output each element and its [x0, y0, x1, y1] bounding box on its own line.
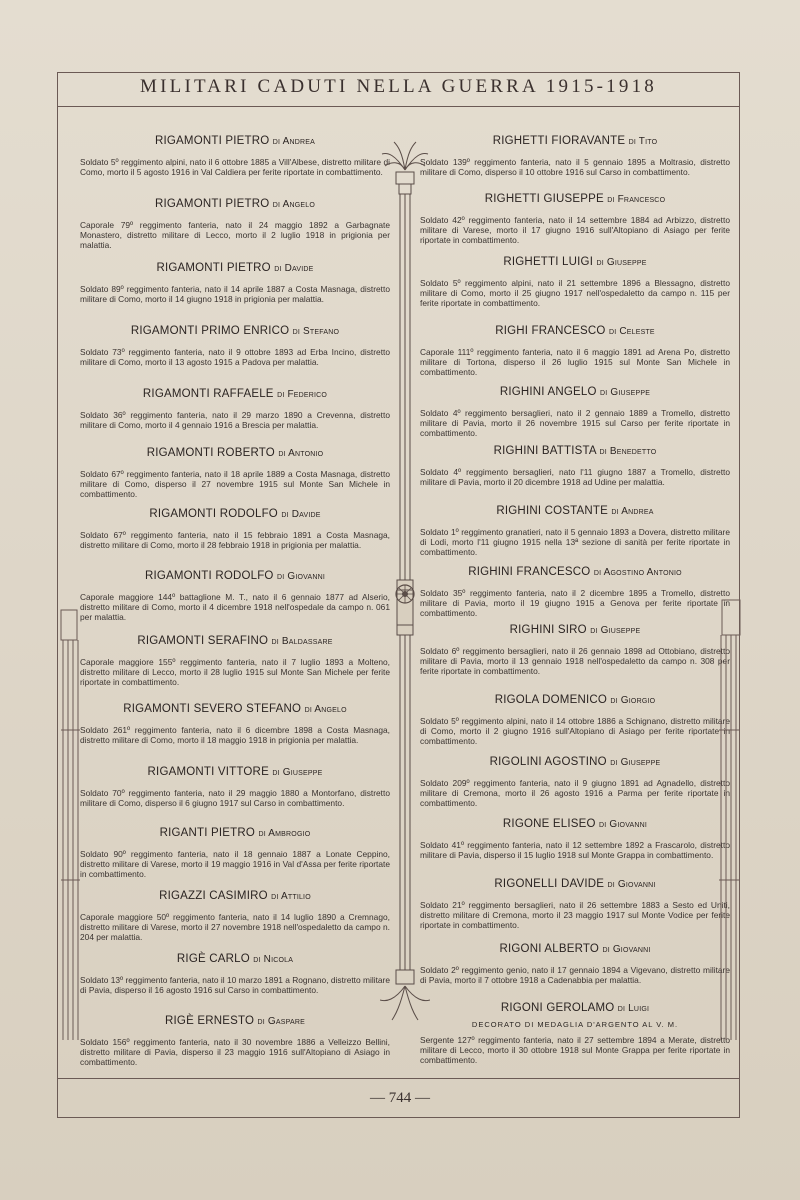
entry-name: RIGHETTI LUIGI — [503, 256, 594, 268]
entry-text: Soldato 21º reggimento bersaglieri, nato il 26 settembre 1883 a Sesto ed Uniti, distretto militare di Cremona, morto il 23 maggio 1917 sul Monte Vodice per ferite riportate in combattimento. — [420, 900, 730, 931]
rosette-icon — [394, 583, 416, 605]
entry — [420, 943, 730, 985]
entry-parentage: di Ambrogio — [258, 828, 311, 839]
page-title: MILITARI CADUTI NELLA GUERRA 1915-1918 — [140, 76, 657, 97]
entry — [420, 325, 730, 378]
entry-text: Soldato 67º reggimento fanteria, nato il 18 aprile 1889 a Costa Masnaga, distretto militare di Como, disperso il 27 novembre 1915 sul Monte San Michele in combattimento. — [80, 469, 390, 500]
entry — [80, 1015, 390, 1068]
entry-parentage: di Giovanni — [599, 819, 648, 830]
entry-name: RIGHETTI GIUSEPPE — [484, 193, 604, 205]
entry — [80, 827, 390, 880]
entry — [80, 508, 390, 550]
entry-text: Soldato 139º reggimento fanteria, nato il 5 gennaio 1895 a Moltrasio, distretto militare di Como, disperso il 10 ottobre 1916 sul Carso in combattimento. — [420, 157, 730, 178]
entry-text: Soldato 36º reggimento fanteria, nato il 29 marzo 1890 a Crevenna, distretto militare di Como, morto il 4 gennaio 1916 a Brescia per malattia. — [80, 410, 390, 431]
bottom-palm-icon — [380, 986, 430, 1020]
entry-name: RIGHINI SIRO — [509, 624, 587, 636]
entry — [80, 262, 390, 304]
entry-name: RIGONI GEROLAMO — [500, 1002, 615, 1014]
entry-text: Soldato 6º reggimento bersaglieri, nato il 26 gennaio 1898 ad Ottobiano, distretto militare di Pavia, morto il 13 gennaio 1918 nell'ospedaletto da campo n. 308 per ferite riportate in combattimento. — [420, 646, 730, 677]
entry-name: RIGHETTI FIORAVANTE — [492, 135, 626, 147]
entry-text: Soldato 5º reggimento alpini, nato il 14 ottobre 1886 a Schignano, distretto militare di Como, morto il 2 giugno 1916 sull'Altopiano di Asiago per ferite riportate in combattimento. — [420, 716, 730, 747]
left-fasces-ornament — [57, 580, 87, 1050]
entry — [420, 1002, 730, 1066]
entry-text: Soldato 70º reggimento fanteria, nato il 29 maggio 1880 a Montorfano, distretto militare di Como, disperso il 6 giugno 1917 sul Carso in combattimento. — [80, 788, 390, 809]
entry-text: Soldato 156º reggimento fanteria, nato il 30 novembre 1886 a Velleizzo Bellini, distretto militare di Pavia, disperso il 23 maggio 1916 sull'Altopiano di Asiago in combattimento. — [80, 1037, 390, 1068]
entry-parentage: di Giuseppe — [610, 757, 661, 768]
entry-name: RIGAMONTI PIETRO — [155, 135, 270, 147]
entry-text: Caporale maggiore 155º reggimento fanteria, nato il 7 luglio 1893 a Molteno, distretto militare di Lecco, morto il 28 luglio 1915 sul Monte San Michele per ferite riportate in combattimento. — [80, 657, 390, 688]
entry-text: Soldato 90º reggimento fanteria, nato il 18 gennaio 1887 a Lonate Ceppino, distretto militare di Varese, morto il 19 maggio 1916 in Val d'Assa per ferite riportate in combattimento. — [80, 849, 390, 880]
entry — [420, 445, 730, 487]
entry — [80, 388, 390, 430]
entry-name: RIGAMONTI RAFFAELE — [142, 388, 274, 400]
entry-name: RIGHINI ANGELO — [499, 386, 597, 398]
top-palm-icon — [382, 142, 428, 170]
entry-parentage: di Angelo — [304, 704, 347, 715]
entry-name: RIGHI FRANCESCO — [495, 325, 606, 337]
entry-text: Soldato 67º reggimento fanteria, nato il 15 febbraio 1891 a Costa Masnaga, distretto militare di Como, morto il 28 febbraio 1918 in prigionia per malattia. — [80, 530, 390, 551]
entry — [80, 635, 390, 688]
entry-name: RIGAZZI CASIMIRO — [159, 890, 268, 902]
entry-parentage: di Giovanni — [607, 879, 656, 890]
entry-parentage: di Gaspare — [257, 1016, 305, 1027]
entry-name: RIGONI ALBERTO — [499, 943, 600, 955]
entry-text: Caporale maggiore 144º battaglione M. T., nato il 6 gennaio 1877 ad Alserio, distretto militare di Como, morto il 4 dicembre 1918 nell'ospedale da campo n. 061 per malattia. — [80, 592, 390, 623]
entry-text: Soldato 13º reggimento fanteria, nato il 10 marzo 1891 a Rognano, distretto militare di Pavia, disperso il 16 agosto 1916 sul Carso in combattimento. — [80, 975, 390, 996]
entry — [80, 766, 390, 808]
right-fasces-ornament — [712, 580, 742, 1050]
entry-parentage: di Attilio — [271, 891, 311, 902]
entry-name: RIGÈ ERNESTO — [165, 1015, 255, 1027]
entry-text: Soldato 5º reggimento alpini, nato il 21 settembre 1896 a Blessagno, distretto militare di Como, morto il 25 giugno 1917 nell'ospedaletto da campo n. 115 per ferite riportate in combattimento. — [420, 278, 730, 309]
entry — [420, 624, 730, 677]
entry-name: RIGONE ELISEO — [502, 818, 596, 830]
entry-text: Caporale 111º reggimento fanteria, nato il 6 maggio 1891 ad Arena Po, distretto militare di Tortona, disperso il 26 luglio 1915 sul Monte San Michele in combattimento. — [420, 347, 730, 378]
entry-parentage: di Nicola — [253, 954, 294, 965]
entry-parentage: di Giuseppe — [272, 767, 323, 778]
entry-parentage: di Celeste — [608, 326, 655, 337]
entry-parentage: di Giovanni — [277, 571, 326, 582]
entry-text: Soldato 41º reggimento fanteria, nato il 12 settembre 1892 a Frascarolo, distretto militare di Pavia, disperso il 15 luglio 1918 sul Monte Grappa in combattimento. — [420, 840, 730, 861]
entry-name: RIGAMONTI RODOLFO — [149, 508, 278, 520]
entry-text: Soldato 73º reggimento fanteria, nato il 9 ottobre 1893 ad Erba Incino, distretto militare di Como, morto il 13 agosto 1915 a Padova per malattia. — [80, 347, 390, 368]
entry — [80, 447, 390, 500]
footer-rule — [57, 1078, 740, 1079]
entry — [420, 193, 730, 246]
entry-name: RIGAMONTI RODOLFO — [144, 570, 274, 582]
entry-text: Soldato 42º reggimento fanteria, nato il 14 settembre 1884 ad Arbizzo, distretto militare di Varese, morto il 17 giugno 1916 sull'Altopiano di Asiago per ferite riportate in combattimento. — [420, 215, 730, 246]
entry-parentage: di Giuseppe — [596, 257, 647, 268]
entry-parentage: di Angelo — [272, 199, 315, 210]
entry — [80, 198, 390, 251]
entry-name: RIGAMONTI ROBERTO — [146, 447, 275, 459]
entry-parentage: di Giuseppe — [600, 387, 651, 398]
entry-parentage: di Antonio — [278, 448, 324, 459]
entry-name: RIGOLA DOMENICO — [494, 694, 608, 706]
entry — [420, 756, 730, 809]
entry-name: RIGHINI FRANCESCO — [468, 566, 591, 578]
entry-name: RIGANTI PIETRO — [159, 827, 256, 839]
entry-text: Soldato 209º reggimento fanteria, nato il 9 giugno 1891 ad Agnadello, distretto militare di Cremona, morto il 26 agosto 1916 a Parma per ferite riportate in combattimento. — [420, 778, 730, 809]
entry-name: RIGHINI BATTISTA — [493, 445, 597, 457]
entry — [80, 135, 390, 177]
entry — [420, 694, 730, 747]
page-number: — 744 — — [370, 1090, 430, 1106]
entry-parentage: di Stefano — [292, 326, 340, 337]
entry-name: RIGAMONTI PIETRO — [155, 198, 270, 210]
entry — [80, 890, 390, 943]
entry — [420, 505, 730, 558]
entry-parentage: di Davide — [281, 509, 321, 520]
entry-parentage: di Baldassare — [271, 636, 333, 647]
entry-text: Soldato 1º reggimento granatieri, nato il 5 gennaio 1893 a Dovera, distretto militare di Lodi, morto l'11 giugno 1915 nella 13ª sezione di sanità per ferite riportate in combattimento. — [420, 527, 730, 558]
entry-text: Caporale 79º reggimento fanteria, nato il 24 maggio 1892 a Garbagnate Monastero, distretto militare di Lecco, morto il 2 luglio 1918 in prigionia per malattia. — [80, 220, 390, 251]
entry — [420, 818, 730, 860]
entry-name: RIGÈ CARLO — [176, 953, 250, 965]
entry-text: Soldato 4º reggimento bersaglieri, nato il 2 gennaio 1889 a Tromello, distretto militare di Pavia, morto il 26 novembre 1915 sul Carso per ferite riportate in combattimento. — [420, 408, 730, 439]
entry-name: RIGAMONTI PRIMO ENRICO — [130, 325, 290, 337]
entry-decoration: DECORATO DI MEDAGLIA D'ARGENTO AL V. M. — [471, 1020, 679, 1029]
entry — [80, 325, 390, 367]
entry — [80, 953, 390, 995]
entry-parentage: di Giorgio — [610, 695, 656, 706]
entry-parentage: di Agostino Antonio — [593, 567, 682, 578]
entry-parentage: di Luigi — [617, 1003, 650, 1014]
entry-text: Soldato 5º reggimento alpini, nato il 6 ottobre 1885 a Vill'Albese, distretto militare di Como, morto il 5 agosto 1916 in Val Caldiera per ferite riportate in combattimento. — [80, 157, 390, 178]
entry-text: Soldato 89º reggimento fanteria, nato il 14 aprile 1887 a Costa Masnaga, distretto militare di Como, morto il 14 giugno 1918 in prigionia per malattia. — [80, 284, 390, 305]
entry-name: RIGHINI COSTANTE — [496, 505, 608, 517]
entry — [420, 878, 730, 931]
entry-name: RIGAMONTI PIETRO — [156, 262, 271, 274]
title-rule — [57, 106, 740, 107]
entry-name: RIGONELLI DAVIDE — [494, 878, 605, 890]
entry-parentage: di Giuseppe — [590, 625, 641, 636]
entry-name: RIGOLINI AGOSTINO — [489, 756, 607, 768]
entry — [80, 703, 390, 745]
entry-text: Soldato 261º reggimento fanteria, nato il 6 dicembre 1898 a Costa Masnaga, distretto militare di Como, morto il 18 maggio 1918 in prigionia per malattia. — [80, 725, 390, 746]
entry-name: RIGAMONTI VITTORE — [147, 766, 269, 778]
entry — [80, 570, 390, 623]
entry-parentage: di Tito — [628, 136, 658, 147]
entry — [420, 135, 730, 177]
entry-parentage: di Federico — [277, 389, 328, 400]
entry-name: RIGAMONTI SERAFINO — [137, 635, 269, 647]
entry — [420, 386, 730, 439]
entry-parentage: di Andrea — [272, 136, 315, 147]
entry-text: Soldato 35º reggimento fanteria, nato il 2 dicembre 1895 a Tromello, distretto militare di Pavia, morto il 19 giugno 1915 a Genova per ferite riportate in combattimento. — [420, 588, 730, 619]
entry-text: Caporale maggiore 50º reggimento fanteria, nato il 14 luglio 1890 a Cremnago, distretto militare di Varese, morto il 27 novembre 1918 nell'ospedaletto da campo n. 204 per malattia. — [80, 912, 390, 943]
entry-text: Soldato 4º reggimento bersaglieri, nato l'11 giugno 1887 a Tromello, distretto militare di Pavia, morto il 20 dicembre 1918 ad Udine per malattia. — [420, 467, 730, 488]
entry-text: Sergente 127º reggimento fanteria, nato il 27 settembre 1894 a Merate, distretto militare di Lecco, morto il 30 ottobre 1918 sul Monte Grappa per ferite riportate in combattimento. — [420, 1035, 730, 1066]
entry — [420, 256, 730, 309]
entry-parentage: di Davide — [274, 263, 314, 274]
entry-parentage: di Giovanni — [602, 944, 651, 955]
entry-parentage: di Andrea — [611, 506, 654, 517]
entry-parentage: di Benedetto — [599, 446, 657, 457]
entry-parentage: di Francesco — [607, 194, 666, 205]
entry — [420, 566, 730, 619]
entry-name: RIGAMONTI SEVERO STEFANO — [123, 703, 302, 715]
entry-text: Soldato 2º reggimento genio, nato il 17 gennaio 1894 a Vigevano, distretto militare di Pavia, morto il 7 ottobre 1918 a Cadenabbia per malattia. — [420, 965, 730, 986]
